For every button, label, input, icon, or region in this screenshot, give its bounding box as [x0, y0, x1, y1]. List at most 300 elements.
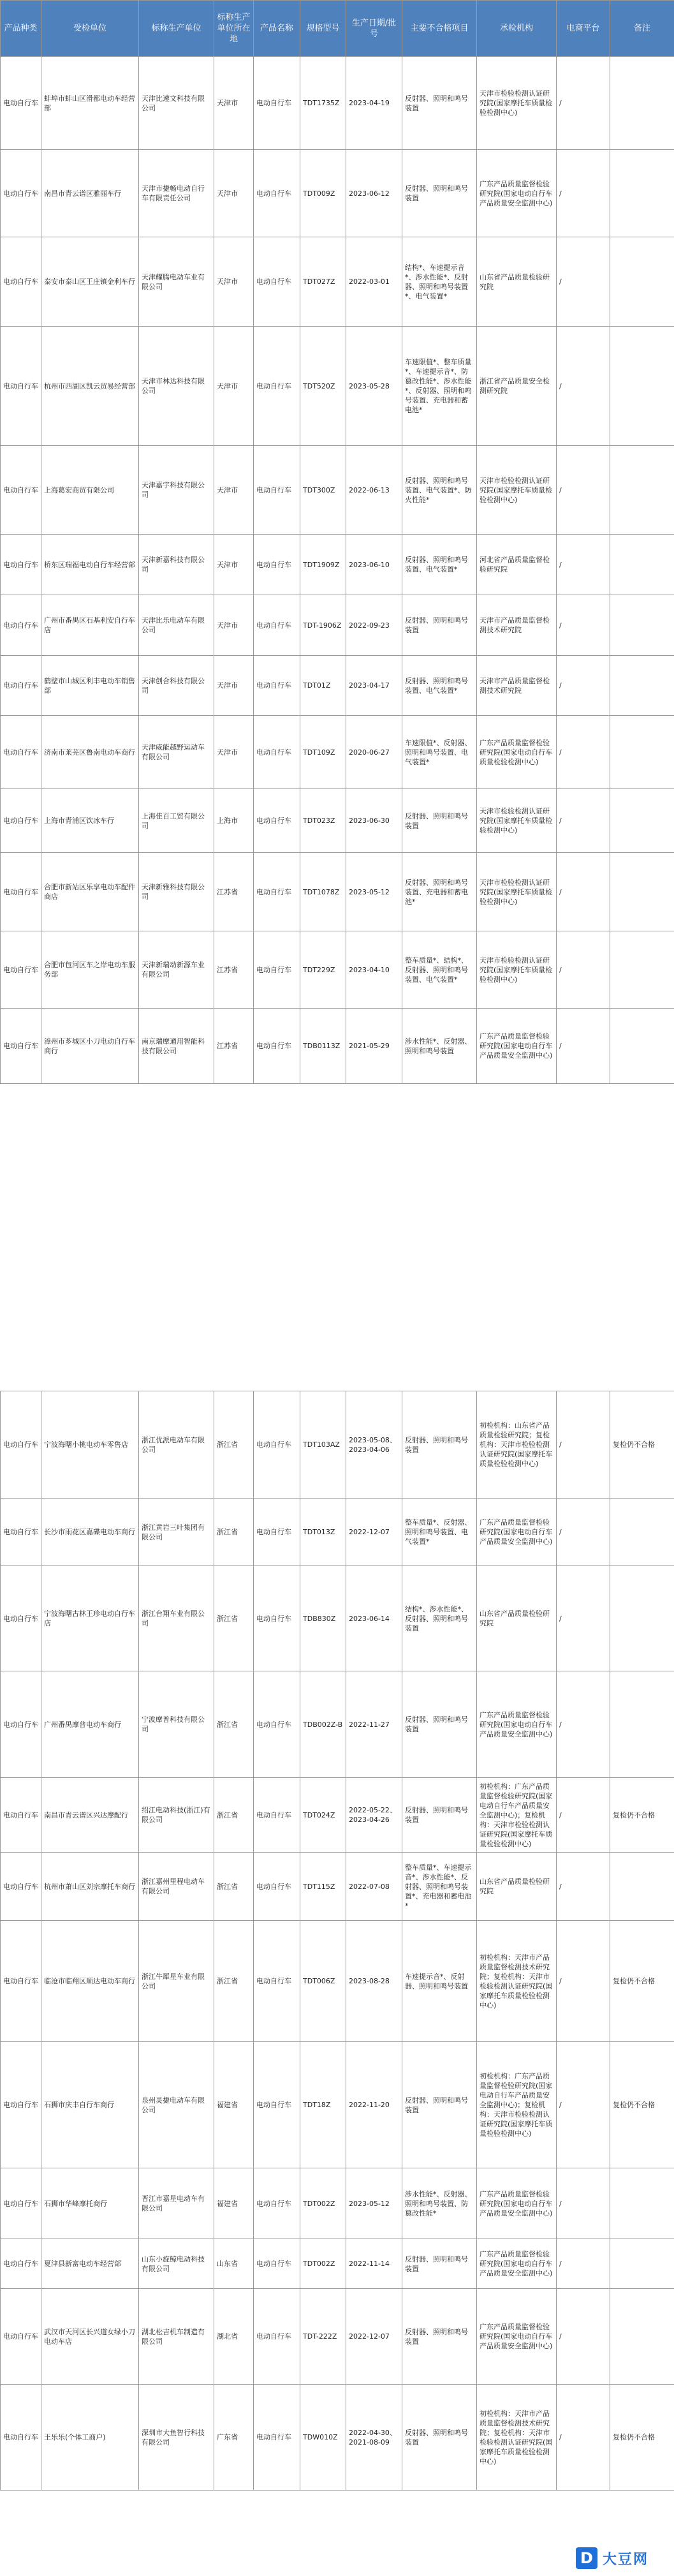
agency-cell: 天津市产品质量监督检测技术研究院	[477, 595, 557, 656]
location-cell: 江苏省	[214, 931, 254, 1009]
product-name-cell: 电动自行车	[254, 1566, 300, 1671]
date-cell: 2022-11-14	[346, 2239, 402, 2289]
platform-cell: /	[557, 2289, 610, 2385]
table-row	[1, 716, 674, 789]
platform-cell: /	[557, 57, 610, 150]
product-name-cell: 电动自行车	[254, 789, 300, 853]
table-row	[1, 1853, 674, 1921]
manufacturer-cell: 天津新雅科技有限公司	[139, 853, 214, 931]
model-cell: TDB0113Z	[300, 1009, 346, 1084]
defect-cell: 结构*、涉水性能*、反射器、照明和鸣号装置	[402, 1566, 477, 1671]
inspected-unit-cell: 漳州市芗城区小刀电动自行车商行	[41, 1009, 139, 1084]
location-cell: 福建省	[214, 2168, 254, 2239]
agency-cell: 初检机构：广东产品质量监督检验研究院(国家电动自行车产品质量安全监测中心)；复检机构：天津市检验检测认证研究院(国家摩托车质量检验检测中心)	[477, 2042, 557, 2168]
platform-cell: /	[557, 1009, 610, 1084]
inspected-unit-cell: 长沙市雨花区嘉碟电动车商行	[41, 1499, 139, 1566]
defect-cell: 涉水性能*、反射器、照明和鸣号装置、防篡改性能*	[402, 2168, 477, 2239]
agency-cell: 初检机构：广东产品质量监督检验研究院(国家电动自行车产品质量安全监测中心)；复检机构：天津市检验检测认证研究院(国家摩托车质量检验检测中心)	[477, 1778, 557, 1853]
manufacturer-cell: 天津比速文科技有限公司	[139, 57, 214, 150]
location-cell: 天津市	[214, 656, 254, 716]
model-cell: TDT006Z	[300, 1921, 346, 2042]
remark-cell	[610, 57, 674, 150]
location-cell: 天津市	[214, 446, 254, 535]
location-cell: 天津市	[214, 595, 254, 656]
category-cell: 电动自行车	[1, 2385, 41, 2491]
manufacturer-cell: 宁波摩普科技有限公司	[139, 1671, 214, 1778]
date-cell: 2023-06-30	[346, 789, 402, 853]
location-cell: 福建省	[214, 2042, 254, 2168]
model-cell: TDT229Z	[300, 931, 346, 1009]
date-cell: 2023-05-12	[346, 2168, 402, 2239]
model-cell: TDT002Z	[300, 2168, 346, 2239]
platform-cell: /	[557, 931, 610, 1009]
agency-cell: 天津市检验检测认证研究院(国家摩托车质量检验检测中心)	[477, 446, 557, 535]
product-name-cell: 电动自行车	[254, 595, 300, 656]
remark-cell	[610, 595, 674, 656]
defect-cell: 车速限值*、反射器、照明和鸣号装置、电气装置*	[402, 716, 477, 789]
date-cell: 2023-05-28	[346, 327, 402, 446]
category-cell: 电动自行车	[1, 446, 41, 535]
date-cell: 2022-07-08	[346, 1853, 402, 1921]
location-cell: 湖北省	[214, 2289, 254, 2385]
product-name-cell: 电动自行车	[254, 2239, 300, 2289]
col-header: 标称生产单位所在地	[214, 1, 254, 57]
remark-cell	[610, 2168, 674, 2239]
location-cell: 天津市	[214, 327, 254, 446]
category-cell: 电动自行车	[1, 1499, 41, 1566]
category-cell: 电动自行车	[1, 595, 41, 656]
table-row	[1, 2168, 674, 2239]
category-cell: 电动自行车	[1, 535, 41, 595]
manufacturer-cell: 深圳市大鱼智行科技有限公司	[139, 2385, 214, 2491]
remark-cell: 复检仍不合格	[610, 2042, 674, 2168]
platform-cell: /	[557, 327, 610, 446]
location-cell: 浙江省	[214, 1778, 254, 1853]
table-row	[1, 150, 674, 237]
location-cell: 天津市	[214, 535, 254, 595]
model-cell: TDT1078Z	[300, 853, 346, 931]
defect-cell: 反射器、照明和鸣号装置	[402, 2289, 477, 2385]
watermark-logo	[572, 2544, 669, 2572]
defect-cell: 反射器、照明和鸣号装置	[402, 2385, 477, 2491]
table-row	[1, 2239, 674, 2289]
platform-cell: /	[557, 656, 610, 716]
manufacturer-cell: 上海佳百工贸有限公司	[139, 789, 214, 853]
agency-cell: 广东产品质量监督检验研究院(国家电动自行车产品质量安全监测中心)	[477, 1009, 557, 1084]
category-cell: 电动自行车	[1, 853, 41, 931]
product-name-cell: 电动自行车	[254, 931, 300, 1009]
defect-cell: 反射器、照明和鸣号装置、充电器和蓄电池*	[402, 853, 477, 931]
product-name-cell: 电动自行车	[254, 535, 300, 595]
location-cell: 广东省	[214, 2385, 254, 2491]
location-cell: 天津市	[214, 237, 254, 327]
location-cell: 浙江省	[214, 1391, 254, 1499]
model-cell: TDT103AZ	[300, 1391, 346, 1499]
category-cell: 电动自行车	[1, 716, 41, 789]
agency-cell: 天津市检验检测认证研究院(国家摩托车质量检验检测中心)	[477, 789, 557, 853]
platform-cell: /	[557, 2239, 610, 2289]
col-header: 产品种类	[1, 1, 41, 57]
manufacturer-cell: 天津比乐电动车有限公司	[139, 595, 214, 656]
remark-cell	[610, 2239, 674, 2289]
remark-cell	[610, 1009, 674, 1084]
manufacturer-cell: 泉州灵捷电动车有限公司	[139, 2042, 214, 2168]
date-cell: 2023-06-14	[346, 1566, 402, 1671]
defect-cell: 反射器、照明和鸣号装置	[402, 57, 477, 150]
table-row	[1, 2289, 674, 2385]
date-cell: 2023-04-17	[346, 656, 402, 716]
agency-cell: 广东产品质量监督检验研究院(国家电动自行车产品质量安全监测中心)	[477, 1499, 557, 1566]
manufacturer-cell: 浙江嘉州里程电动车有限公司	[139, 1853, 214, 1921]
remark-cell	[610, 1853, 674, 1921]
table-row	[1, 1499, 674, 1566]
col-header: 主要不合格项目	[402, 1, 477, 57]
manufacturer-cell: 晋江市嘉星电动车有限公司	[139, 2168, 214, 2239]
manufacturer-cell: 天津嘉宇科技有限公司	[139, 446, 214, 535]
model-cell: TDT024Z	[300, 1778, 346, 1853]
remark-cell	[610, 789, 674, 853]
agency-cell: 山东省产品质量检验研究院	[477, 237, 557, 327]
location-cell: 浙江省	[214, 1671, 254, 1778]
table-row	[1, 931, 674, 1009]
category-cell: 电动自行车	[1, 1671, 41, 1778]
table-row	[1, 1009, 674, 1084]
product-name-cell: 电动自行车	[254, 1391, 300, 1499]
remark-cell	[610, 150, 674, 237]
location-cell: 江苏省	[214, 853, 254, 931]
table-row	[1, 446, 674, 535]
model-cell: TDT013Z	[300, 1499, 346, 1566]
agency-cell: 山东省产品质量检验研究院	[477, 1566, 557, 1671]
inspected-unit-cell: 临沧市临翔区顺达电动车商行	[41, 1921, 139, 2042]
agency-cell: 广东产品质量监督检验研究院(国家电动自行车产品质量安全监测中心)	[477, 2289, 557, 2385]
inspected-unit-cell: 石狮市庆丰自行车商行	[41, 2042, 139, 2168]
inspected-unit-cell: 武汉市天河区长兴道女绿小刀电动车店	[41, 2289, 139, 2385]
manufacturer-cell: 天津新嘉科技有限公司	[139, 535, 214, 595]
manufacturer-cell: 浙江黄岩三叶集团有限公司	[139, 1499, 214, 1566]
defect-cell: 反射器、照明和鸣号装置	[402, 789, 477, 853]
model-cell: TDT01Z	[300, 656, 346, 716]
category-cell: 电动自行车	[1, 57, 41, 150]
remark-cell	[610, 1671, 674, 1778]
inspection-table-part-1	[0, 0, 674, 1084]
inspected-unit-cell: 广州市番禺区石基利安自行车店	[41, 595, 139, 656]
remark-cell	[610, 931, 674, 1009]
col-header: 电商平台	[557, 1, 610, 57]
model-cell: TDT300Z	[300, 446, 346, 535]
defect-cell: 涉水性能*、反射器、照明和鸣号装置	[402, 1009, 477, 1084]
category-cell: 电动自行车	[1, 237, 41, 327]
product-name-cell: 电动自行车	[254, 1853, 300, 1921]
agency-cell: 天津市检验检测认证研究院(国家摩托车质量检验检测中心)	[477, 853, 557, 931]
agency-cell: 浙江省产品质量安全检测研究院	[477, 327, 557, 446]
location-cell: 天津市	[214, 57, 254, 150]
model-cell: TDT027Z	[300, 237, 346, 327]
agency-cell: 初检机构：山东省产品质量检验研究院；复检机构：天津市检验检测认证研究院(国家摩托车质量检验检测中心)	[477, 1391, 557, 1499]
remark-cell	[610, 656, 674, 716]
location-cell: 浙江省	[214, 1499, 254, 1566]
inspected-unit-cell: 杭州市萧山区刘宗摩托车商行	[41, 1853, 139, 1921]
date-cell: 2023-06-12	[346, 150, 402, 237]
category-cell: 电动自行车	[1, 1853, 41, 1921]
model-cell: TDT115Z	[300, 1853, 346, 1921]
inspected-unit-cell: 济南市莱芜区鲁南电动车商行	[41, 716, 139, 789]
inspected-unit-cell: 鹤壁市山城区利丰电动车销售部	[41, 656, 139, 716]
date-cell: 2022-09-23	[346, 595, 402, 656]
product-name-cell: 电动自行车	[254, 1921, 300, 2042]
manufacturer-cell: 湖北松吉机车制造有限公司	[139, 2289, 214, 2385]
table-row	[1, 789, 674, 853]
agency-cell: 山东省产品质量检验研究院	[477, 1853, 557, 1921]
defect-cell: 车速限值*、整车质量*、车速提示音*、防篡改性能*、涉水性能*、反射器、照明和鸣号装置、充电器和蓄电池*	[402, 327, 477, 446]
col-header: 标称生产单位	[139, 1, 214, 57]
platform-cell: /	[557, 237, 610, 327]
model-cell: TDW010Z	[300, 2385, 346, 2491]
product-name-cell: 电动自行车	[254, 150, 300, 237]
manufacturer-cell: 天津耀腾电动车业有限公司	[139, 237, 214, 327]
product-name-cell: 电动自行车	[254, 656, 300, 716]
location-cell: 天津市	[214, 716, 254, 789]
model-cell: TDT109Z	[300, 716, 346, 789]
product-name-cell: 电动自行车	[254, 2385, 300, 2491]
model-cell: TDT-1906Z	[300, 595, 346, 656]
inspected-unit-cell: 上海葛宏商贸有限公司	[41, 446, 139, 535]
remark-cell: 复检仍不合格	[610, 1391, 674, 1499]
model-cell: TDT1909Z	[300, 535, 346, 595]
inspected-unit-cell: 夏津县新富电动车经营部	[41, 2239, 139, 2289]
inspected-unit-cell: 桥东区瑞福电动自行车经营部	[41, 535, 139, 595]
remark-cell	[610, 237, 674, 327]
manufacturer-cell: 天津威能越野运动车有限公司	[139, 716, 214, 789]
category-cell: 电动自行车	[1, 2042, 41, 2168]
platform-cell: /	[557, 595, 610, 656]
remark-cell: 复检仍不合格	[610, 2385, 674, 2491]
inspected-unit-cell: 合肥市包河区车之岸电动车服务部	[41, 931, 139, 1009]
inspected-unit-cell: 广州番禺摩普电动车商行	[41, 1671, 139, 1778]
inspected-unit-cell: 蚌埠市蚌山区滑都电动车经营部	[41, 57, 139, 150]
defect-cell: 反射器、照明和鸣号装置	[402, 1671, 477, 1778]
inspected-unit-cell: 南昌市青云谱区雅丽车行	[41, 150, 139, 237]
col-header: 备注	[610, 1, 674, 57]
defect-cell: 反射器、照明和鸣号装置	[402, 1391, 477, 1499]
location-cell: 上海市	[214, 789, 254, 853]
manufacturer-cell: 天津创合科技有限公司	[139, 656, 214, 716]
manufacturer-cell: 山东小旋鲸电动科技有限公司	[139, 2239, 214, 2289]
platform-cell: /	[557, 2385, 610, 2491]
category-cell: 电动自行车	[1, 1778, 41, 1853]
category-cell: 电动自行车	[1, 2239, 41, 2289]
platform-cell: /	[557, 789, 610, 853]
col-header: 承检机构	[477, 1, 557, 57]
table-row	[1, 595, 674, 656]
date-cell: 2023-04-19	[346, 57, 402, 150]
agency-cell: 河北省产品质量监督检验研究院	[477, 535, 557, 595]
product-name-cell: 电动自行车	[254, 1499, 300, 1566]
table-row	[1, 656, 674, 716]
col-header: 生产日期/批号	[346, 1, 402, 57]
remark-cell	[610, 327, 674, 446]
date-cell: 2023-05-12	[346, 853, 402, 931]
model-cell: TDB830Z	[300, 1566, 346, 1671]
defect-cell: 反射器、照明和鸣号装置、电气装置*、防火性能*	[402, 446, 477, 535]
category-cell: 电动自行车	[1, 327, 41, 446]
agency-cell: 广东产品质量监督检验研究院(国家电动自行车产品质量安全监测中心)	[477, 150, 557, 237]
date-cell: 2022-05-22、2023-04-26	[346, 1778, 402, 1853]
table-row	[1, 327, 674, 446]
inspected-unit-cell: 上海市青浦区饮冰车行	[41, 789, 139, 853]
remark-cell	[610, 716, 674, 789]
category-cell: 电动自行车	[1, 1391, 41, 1499]
manufacturer-cell: 浙江优派电动车有限公司	[139, 1391, 214, 1499]
agency-cell: 天津市检验检测认证研究院(国家摩托车质量检验检测中心)	[477, 57, 557, 150]
category-cell: 电动自行车	[1, 1566, 41, 1671]
category-cell: 电动自行车	[1, 1009, 41, 1084]
category-cell: 电动自行车	[1, 150, 41, 237]
product-name-cell: 电动自行车	[254, 2289, 300, 2385]
col-header: 规格型号	[300, 1, 346, 57]
platform-cell: /	[557, 2168, 610, 2239]
manufacturer-cell: 浙江牛犀星车业有限公司	[139, 1921, 214, 2042]
location-cell: 浙江省	[214, 1921, 254, 2042]
table-row	[1, 1778, 674, 1853]
location-cell: 浙江省	[214, 1853, 254, 1921]
inspection-table-part-2	[0, 1391, 674, 2491]
table-row	[1, 237, 674, 327]
table-row	[1, 1566, 674, 1671]
agency-cell: 初检机构：天津市产品质量监督检测技术研究院；复检机构：天津市检验检测认证研究院(国家摩托车质量检验检测中心)	[477, 2385, 557, 2491]
date-cell: 2021-05-29	[346, 1009, 402, 1084]
date-cell: 2022-12-07	[346, 1499, 402, 1566]
platform-cell: /	[557, 446, 610, 535]
product-name-cell: 电动自行车	[254, 2168, 300, 2239]
location-cell: 天津市	[214, 150, 254, 237]
category-cell: 电动自行车	[1, 931, 41, 1009]
manufacturer-cell: 天津市捷畅电动自行车有限责任公司	[139, 150, 214, 237]
remark-cell	[610, 1566, 674, 1671]
defect-cell: 车速提示音*、反射器、照明和鸣号装置	[402, 1921, 477, 2042]
platform-cell: /	[557, 1778, 610, 1853]
table-row	[1, 535, 674, 595]
product-name-cell: 电动自行车	[254, 327, 300, 446]
category-cell: 电动自行车	[1, 656, 41, 716]
platform-cell: /	[557, 1853, 610, 1921]
model-cell: TDT-222Z	[300, 2289, 346, 2385]
agency-cell: 初检机构：天津市产品质量监督检测技术研究院；复检机构：天津市检验检测认证研究院(国家摩托车质量检验检测中心)	[477, 1921, 557, 2042]
product-name-cell: 电动自行车	[254, 1778, 300, 1853]
defect-cell: 整车质量*、反射器、照明和鸣号装置、电气装置*	[402, 1499, 477, 1566]
date-cell: 2022-12-07	[346, 2289, 402, 2385]
remark-cell	[610, 535, 674, 595]
category-cell: 电动自行车	[1, 2289, 41, 2385]
col-header: 受检单位	[41, 1, 139, 57]
platform-cell: /	[557, 2042, 610, 2168]
date-cell: 2023-06-10	[346, 535, 402, 595]
category-cell: 电动自行车	[1, 789, 41, 853]
model-cell: TDT002Z	[300, 2239, 346, 2289]
defect-cell: 结构*、车速提示音*、涉水性能*、反射器、照明和鸣号装置*、电气装置*	[402, 237, 477, 327]
manufacturer-cell: 南京瑞摩通用智能科技有限公司	[139, 1009, 214, 1084]
inspected-unit-cell: 宁波海曙小桃电动车零售店	[41, 1391, 139, 1499]
manufacturer-cell: 天津新瑞动新源车业有限公司	[139, 931, 214, 1009]
product-name-cell: 电动自行车	[254, 2042, 300, 2168]
remark-cell	[610, 853, 674, 931]
product-name-cell: 电动自行车	[254, 1009, 300, 1084]
date-cell: 2022-06-13	[346, 446, 402, 535]
platform-cell: /	[557, 1566, 610, 1671]
table-header-row	[1, 1, 674, 57]
logo-icon: D	[576, 2547, 597, 2569]
platform-cell: /	[557, 150, 610, 237]
agency-cell: 广东产品质量监督检验研究院(国家电动自行车产品质量安全监测中心)	[477, 2168, 557, 2239]
model-cell: TDT18Z	[300, 2042, 346, 2168]
date-cell: 2023-04-10	[346, 931, 402, 1009]
table-row	[1, 2042, 674, 2168]
date-cell: 2023-08-28	[346, 1921, 402, 2042]
agency-cell: 广东产品质量监督检验研究院(国家电动自行车质量检验检测中心)	[477, 716, 557, 789]
defect-cell: 反射器、照明和鸣号装置	[402, 2239, 477, 2289]
product-name-cell: 电动自行车	[254, 853, 300, 931]
inspected-unit-cell: 宁波海曙古林王珍电动自行车店	[41, 1566, 139, 1671]
product-name-cell: 电动自行车	[254, 716, 300, 789]
platform-cell: /	[557, 1391, 610, 1499]
manufacturer-cell: 天津市林达科技有限公司	[139, 327, 214, 446]
platform-cell: /	[557, 853, 610, 931]
inspected-unit-cell: 石狮市华峰摩托商行	[41, 2168, 139, 2239]
inspected-unit-cell: 泰安市泰山区王庄镇金利车行	[41, 237, 139, 327]
remark-cell	[610, 2289, 674, 2385]
logo-text: 大豆网	[603, 2551, 649, 2568]
agency-cell: 广东产品质量监督检验研究院(国家电动自行车产品质量安全监测中心)	[477, 1671, 557, 1778]
product-name-cell: 电动自行车	[254, 1671, 300, 1778]
defect-cell: 反射器、照明和鸣号装置、电气装置*	[402, 535, 477, 595]
model-cell: TDT009Z	[300, 150, 346, 237]
table-row	[1, 1921, 674, 2042]
inspected-unit-cell: 南昌市青云谱区兴达摩配行	[41, 1778, 139, 1853]
platform-cell: /	[557, 1671, 610, 1778]
date-cell: 2020-06-27	[346, 716, 402, 789]
table-row	[1, 57, 674, 150]
model-cell: TDT1735Z	[300, 57, 346, 150]
defect-cell: 反射器、照明和鸣号装置、电气装置*	[402, 656, 477, 716]
remark-cell	[610, 446, 674, 535]
table-row	[1, 853, 674, 931]
defect-cell: 反射器、照明和鸣号装置	[402, 595, 477, 656]
defect-cell: 整车质量*、结构*、反射器、照明和鸣号装置、电气装置*	[402, 931, 477, 1009]
inspected-unit-cell: 合肥市新站区乐享电动车配件商店	[41, 853, 139, 931]
model-cell: TDT520Z	[300, 327, 346, 446]
defect-cell: 整车质量*、车速提示音*、涉水性能*、反射器、照明和鸣号装置*、充电器和蓄电池*	[402, 1853, 477, 1921]
date-cell: 2022-11-20	[346, 2042, 402, 2168]
date-cell: 2022-03-01	[346, 237, 402, 327]
agency-cell: 广东产品质量监督检验研究院(国家电动自行车产品质量安全监测中心)	[477, 2239, 557, 2289]
product-name-cell: 电动自行车	[254, 57, 300, 150]
platform-cell: /	[557, 716, 610, 789]
defect-cell: 反射器、照明和鸣号装置	[402, 150, 477, 237]
date-cell: 2022-11-27	[346, 1671, 402, 1778]
inspected-unit-cell: 杭州市西湖区凯云贸易经营部	[41, 327, 139, 446]
product-name-cell: 电动自行车	[254, 446, 300, 535]
product-name-cell: 电动自行车	[254, 237, 300, 327]
agency-cell: 天津市检验检测认证研究院(国家摩托车质量检验检测中心)	[477, 931, 557, 1009]
category-cell: 电动自行车	[1, 2168, 41, 2239]
date-cell: 2022-04-30、2021-08-09	[346, 2385, 402, 2491]
platform-cell: /	[557, 535, 610, 595]
table-row	[1, 2385, 674, 2491]
model-cell: TDT023Z	[300, 789, 346, 853]
agency-cell: 天津市产品质量监督检测技术研究院	[477, 656, 557, 716]
platform-cell: /	[557, 1499, 610, 1566]
manufacturer-cell: 绍江电动科技(浙江)有限公司	[139, 1778, 214, 1853]
